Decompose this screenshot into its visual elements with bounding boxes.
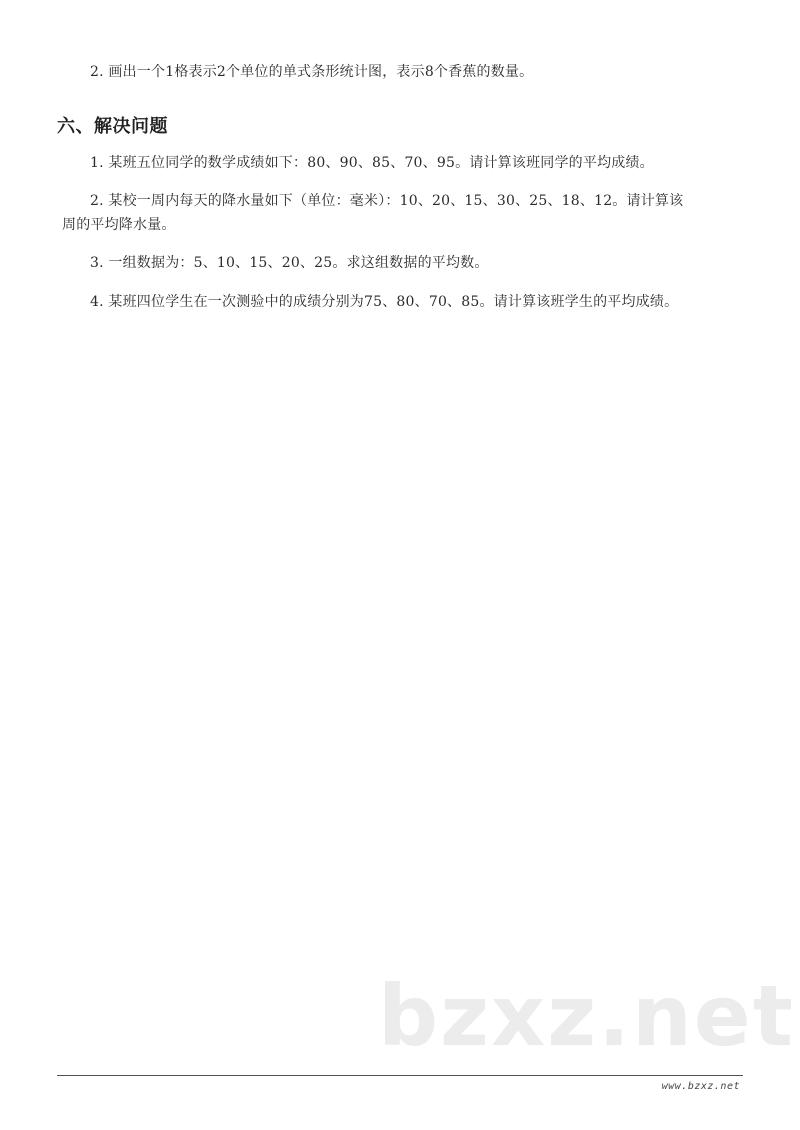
problem-2: 2. 某校一周内每天的降水量如下（单位：毫米）：10、20、15、30、25、18、12。请计算该 xyxy=(90,193,684,209)
problem-3: 3. 一组数据为：5、10、15、20、25。求这组数据的平均数。 xyxy=(90,255,489,271)
problem-4: 4. 某班四位学生在一次测验中的成绩分别为75、80、70、85。请计算该班学生的平均成绩。 xyxy=(90,294,679,310)
footer-divider xyxy=(57,1075,743,1076)
footer-url: www.bzxz.net xyxy=(661,1081,740,1092)
watermark: bzxz.net xyxy=(378,967,795,1065)
problem-1: 1. 某班五位同学的数学成绩如下：80、90、85、70、95。请计算该班同学的平均成绩。 xyxy=(90,155,654,171)
question-draw-bar-chart: 2. 画出一个1格表示2个单位的单式条形统计图，表示8个香蕉的数量。 xyxy=(90,64,534,80)
problem-2-continuation: 周的平均降水量。 xyxy=(62,217,176,233)
section-title: 六、解决问题 xyxy=(57,116,168,137)
